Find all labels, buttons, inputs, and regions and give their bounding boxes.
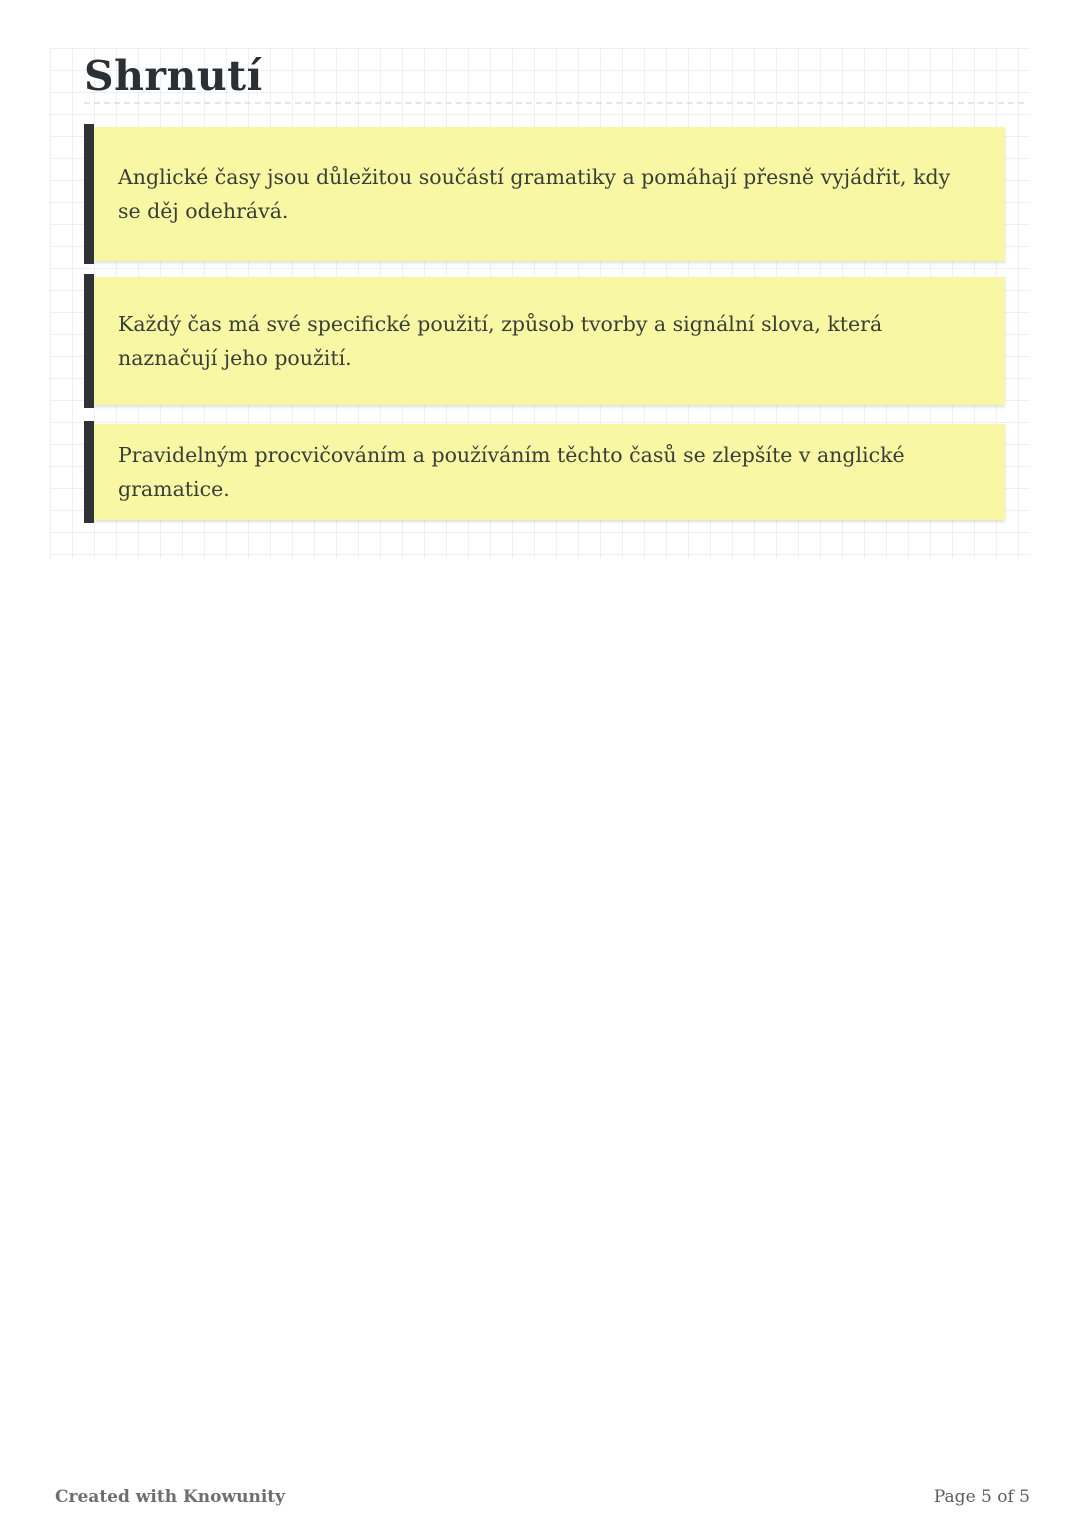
callout-text: Anglické časy jsou důležitou součástí gramatiky a pomáhají přesně vyjádřit, kdy se děj odehrává. bbox=[118, 165, 951, 223]
footer-page-number: Page 5 of 5 bbox=[933, 1487, 1030, 1507]
callout-text: Každý čas má své specifické použití, způsob tvorby a signální slova, která naznačují jeho použití. bbox=[118, 312, 883, 370]
highlight-callout bbox=[94, 277, 1005, 405]
page-title: Shrnutí bbox=[84, 52, 263, 100]
summary-section bbox=[50, 48, 1030, 558]
title-underline bbox=[84, 102, 1024, 104]
highlight-callout bbox=[94, 127, 1005, 261]
callout-text: Pravidelným procvičováním a používáním těchto časů se zlepšíte v anglické gramatice. bbox=[118, 443, 905, 501]
page-footer bbox=[55, 1487, 1030, 1507]
highlight-callout bbox=[94, 424, 1005, 520]
footer-brand: Created with Knowunity bbox=[55, 1487, 286, 1507]
